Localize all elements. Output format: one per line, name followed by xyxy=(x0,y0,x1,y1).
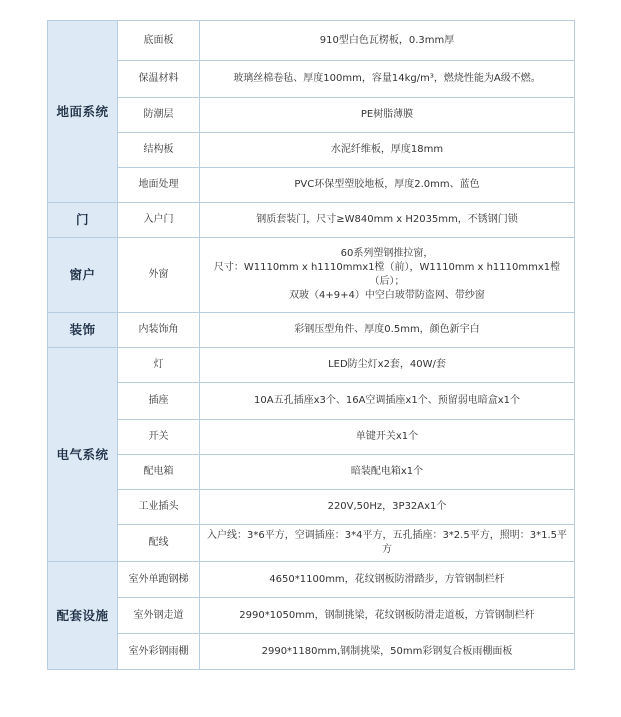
category-decoration: 装饰 xyxy=(48,313,118,348)
desc-cell: 单键开关x1个 xyxy=(200,420,575,455)
table-row xyxy=(48,348,575,383)
table-row xyxy=(48,383,575,420)
table-row xyxy=(48,98,575,133)
table-row xyxy=(48,238,575,313)
item-cell: 室外单跑钢梯 xyxy=(118,562,200,598)
category-facilities: 配套设施 xyxy=(48,562,118,670)
table-row xyxy=(48,133,575,168)
item-cell: 工业插头 xyxy=(118,490,200,525)
table-row xyxy=(48,168,575,203)
desc-cell: 2990*1180mm,钢制挑梁，50mm彩钢复合板雨棚面板 xyxy=(200,634,575,670)
category-window: 窗户 xyxy=(48,238,118,313)
desc-cell: 水泥纤维板，厚度18mm xyxy=(200,133,575,168)
table-row xyxy=(48,455,575,490)
table-row xyxy=(48,61,575,98)
item-cell: 防潮层 xyxy=(118,98,200,133)
category-floor-system: 地面系统 xyxy=(48,21,118,203)
desc-cell: 4650*1100mm，花纹钢板防滑踏步，方管钢制栏杆 xyxy=(200,562,575,598)
item-cell: 插座 xyxy=(118,383,200,420)
desc-line: 60系列塑钢推拉窗， xyxy=(340,248,434,259)
item-cell: 室外彩钢雨棚 xyxy=(118,634,200,670)
desc-cell: 入户线：3*6平方，空调插座：3*4平方，五孔插座：3*2.5平方，照明：3*1.5平方 xyxy=(200,525,575,562)
table-row xyxy=(48,562,575,598)
desc-cell: 玻璃丝棉卷毡、厚度100mm，容量14kg/m³，燃烧性能为A级不燃。 xyxy=(200,61,575,98)
spec-sheet xyxy=(47,20,574,670)
category-door: 门 xyxy=(48,203,118,238)
table-row xyxy=(48,21,575,61)
item-cell: 灯 xyxy=(118,348,200,383)
table-row xyxy=(48,525,575,562)
item-cell: 结构板 xyxy=(118,133,200,168)
category-electrical-system: 电气系统 xyxy=(48,348,118,562)
item-cell: 保温材料 xyxy=(118,61,200,98)
spec-table xyxy=(47,20,575,670)
desc-line: 尺寸：W1110mm x h1110mmx1樘（前），W1110mm x h1110mmx1樘（后）； xyxy=(213,262,561,287)
table-row xyxy=(48,203,575,238)
item-cell: 入户门 xyxy=(118,203,200,238)
desc-cell: 220V,50Hz，3P32Ax1个 xyxy=(200,490,575,525)
item-cell: 配电箱 xyxy=(118,455,200,490)
item-cell: 开关 xyxy=(118,420,200,455)
item-cell: 室外钢走道 xyxy=(118,598,200,634)
desc-cell: 2990*1050mm，钢制挑梁，花纹钢板防滑走道板，方管钢制栏杆 xyxy=(200,598,575,634)
item-cell: 地面处理 xyxy=(118,168,200,203)
desc-cell: LED防尘灯x2套，40W/套 xyxy=(200,348,575,383)
item-cell: 内装饰角 xyxy=(118,313,200,348)
desc-cell: PVC环保型塑胶地板，厚度2.0mm、蓝色 xyxy=(200,168,575,203)
desc-cell: 钢质套装门，尺寸≥W840mm x H2035mm，不锈钢门锁 xyxy=(200,203,575,238)
item-cell: 配线 xyxy=(118,525,200,562)
desc-cell: PE树脂薄膜 xyxy=(200,98,575,133)
table-row xyxy=(48,490,575,525)
item-cell: 底面板 xyxy=(118,21,200,61)
desc-cell-multiline xyxy=(200,238,575,313)
desc-line: 双玻（4+9+4）中空白玻带防盗网、带纱窗 xyxy=(289,290,485,301)
desc-cell: 910型白色瓦楞板，0.3mm厚 xyxy=(200,21,575,61)
table-row xyxy=(48,313,575,348)
table-row xyxy=(48,634,575,670)
desc-cell: 10A五孔插座x3个、16A空调插座x1个、预留弱电暗盒x1个 xyxy=(200,383,575,420)
desc-cell: 暗装配电箱x1个 xyxy=(200,455,575,490)
desc-cell: 彩钢压型角件、厚度0.5mm，颜色新宇白 xyxy=(200,313,575,348)
item-cell: 外窗 xyxy=(118,238,200,313)
table-row xyxy=(48,420,575,455)
table-row xyxy=(48,598,575,634)
